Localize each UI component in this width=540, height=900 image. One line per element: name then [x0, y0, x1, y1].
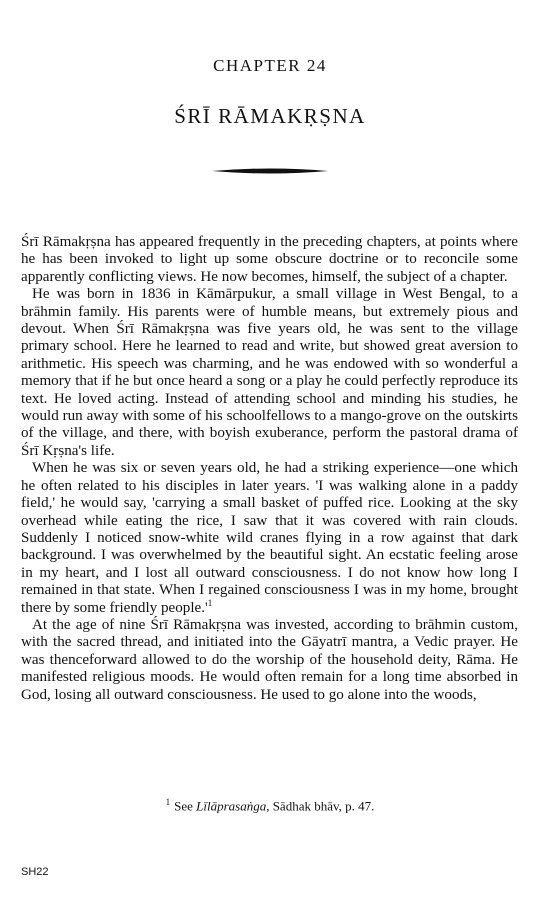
footnote-rest: , Sādhak bhāv, p. 47.: [266, 798, 375, 814]
footnote-mark: 1: [165, 797, 171, 807]
chapter-label: CHAPTER 24: [213, 56, 327, 75]
paragraph-4: At the age of nine Śrī Rāmakṛṣna was invested, according to brāhmin custom, with the sacred thread, and initiated into the Gāyatrī mantra, a Vedic prayer. He was thenceforward allowed to do the worship of the household deity, Rāma. He manifested religious moods. He would often remain for a long time absorbed in God, losing all outward consciousness. He used to go alone into the woods,: [21, 616, 518, 703]
chapter-title: ŚRĪ RĀMAKṚṢNA: [174, 104, 366, 128]
paragraph-3: [21, 460, 518, 617]
printer-signature-mark: SH22: [21, 866, 49, 878]
paragraph-2: He was born in 1836 in Kāmārpukur, a small village in West Bengal, to a brāhmin family. His parents were of humble means, but extremely pious and devout. When Śrī Rāmakṛṣna was five years old, he was sent to the village primary school. Here he learned to read and write, but showed great aversion to arithmetic. His speech was charming, and he was endowed with so wonderful a memory that if he but once heard a song or a play he could perfectly reproduce its text. He loved acting. Instead of attending school and minding his studies, he would run away with some of his schoolfellows to a mango-grove on the outskirts of the village, and there, with boyish exuberance, perform the pastoral drama of Śrī Kṛṣna's life.: [21, 286, 518, 459]
footnote-prefix: See: [174, 798, 193, 814]
footnote-reference: 1: [207, 597, 213, 608]
paragraph-1: Śrī Rāmakṛṣna has appeared frequently in the preceding chapters, at points where he has been invoked to light up some obscure doctrine or to reconcile some apparently conflicting views. He now becomes, himself, the subject of a chapter.: [21, 234, 518, 285]
title-ornament-rule: [212, 166, 328, 176]
paragraph-3-text: When he was six or seven years old, he had a striking experience—one which he often related to his disciples in later years. 'I was walking alone in a paddy field,' he would say, 'carrying a small basket of puffed rice. Looking at the sky overhead while eating the rice, I saw that it was covered with rain clouds. Suddenly I noticed snow-white wild cranes flying in a row against that dark background. I was overwhelmed by the beautiful sight. An ecstatic feeling arose in my heart, and I lost all outward consciousness. I do not know how long I remained in that state. When I regained consciousness I was in my home, brought there by some friendly people.': [21, 460, 518, 616]
footnote: [0, 797, 540, 814]
body-text: [21, 234, 518, 704]
footnote-work-title: Līlāprasaṅga: [196, 798, 267, 814]
